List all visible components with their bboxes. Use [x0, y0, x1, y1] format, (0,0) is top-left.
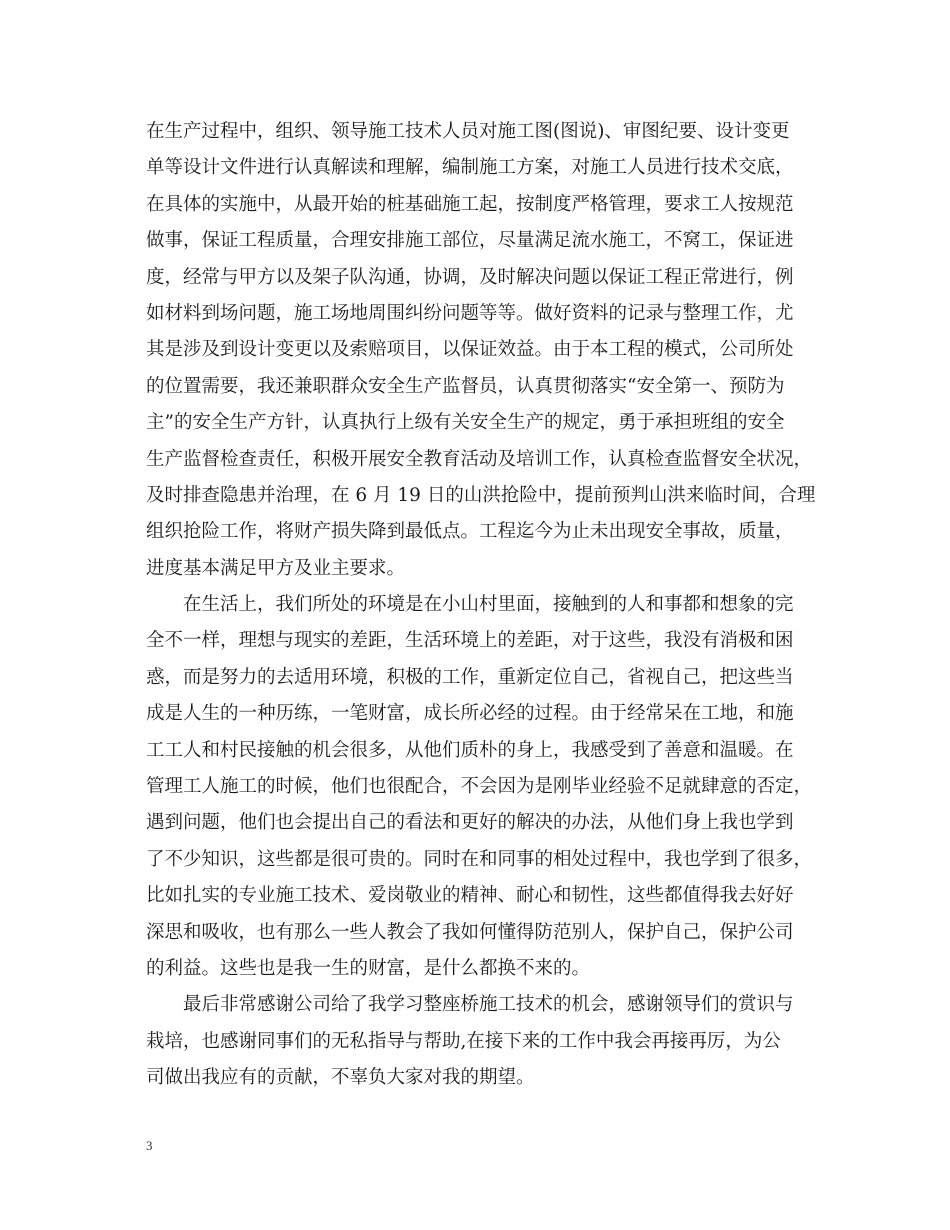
text-line: 其是涉及到设计变更以及索赔项目，以保证效益。由于本工程的模式，公司所处	[146, 339, 794, 361]
text-line: 度，经常与甲方以及架子队沟通，协调，及时解决问题以保证工程正常进行，例	[146, 266, 794, 288]
text-line: 成是人生的一种历练，一笔财富，成长所必经的过程。由于经常呆在工地，和施	[146, 703, 794, 725]
text-line: 组织抢险工作，将财产损失降到最低点。工程迄今为止未出现安全事故，质量，	[146, 521, 794, 543]
text-line: 深思和吸收，也有那么一些人教会了我如何懂得防范别人，保护自己，保护公司	[146, 921, 794, 943]
text-line: 如材料到场问题，施工场地周围纠纷问题等等。做好资料的记录与整理工作，尤	[146, 302, 794, 324]
text-line: 单等设计文件进行认真解读和理解，编制施工方案，对施工人员进行技术交底，	[146, 157, 794, 179]
text-line: 在生产过程中，组织、领导施工技术人员对施工图(图说)、审图纪要、设计变更	[146, 121, 790, 142]
text-line: 在生活上，我们所处的环境是在小山村里面，接触到的人和事都和想象的完	[183, 594, 794, 616]
text-line: 比如扎实的专业施工技术、爱岗敬业的精神、耐心和韧性，这些都值得我去好好	[146, 885, 794, 907]
text-line: 栽培，也感谢同事们的无私指导与帮助,在接下来的工作中我会再接再厉，为公	[146, 1030, 781, 1052]
text-line: 进度基本满足甲方及业主要求。	[146, 557, 406, 579]
text-line: 了不少知识，这些都是很可贵的。同时在和同事的相处过程中，我也学到了很多，	[146, 848, 813, 870]
text-line: 做事，保证工程质量，合理安排施工部位，尽量满足流水施工，不窝工，保证进	[146, 230, 794, 252]
text-line: 全不一样，理想与现实的差距，生活环境上的差距，对于这些，我没有消极和困	[146, 630, 794, 652]
text-line: 的利益。这些也是我一生的财富，是什么都换不来的。	[146, 957, 591, 979]
text-line: 的位置需要，我还兼职群众安全生产监督员，认真贯彻落实“安全第一、预防为	[146, 375, 785, 397]
text-line: 遇到问题，他们也会提出自己的看法和更好的解决的办法，从他们身上我也学到	[146, 812, 794, 834]
text-line: 司做出我应有的贡献，不辜负大家对我的期望。	[146, 1067, 535, 1089]
text-line: 主”的安全生产方针，认真执行上级有关安全生产的规定，勇于承担班组的安全	[146, 412, 785, 434]
document-body	[146, 114, 816, 1097]
text-line: 管理工人施工的时候，他们也很配合，不会因为是刚毕业经验不足就肆意的否定，	[146, 776, 813, 798]
text-line: 生产监督检查责任，积极开展安全教育活动及培训工作，认真检查监督安全状况，	[146, 448, 813, 470]
text-line: 及时排查隐患并治理，在 6 月 19 日的山洪抢险中，提前预判山洪来临时间，合理	[146, 484, 816, 506]
text-line: 在具体的实施中，从最开始的桩基础施工起，按制度严格管理，要求工人按规范	[146, 193, 794, 215]
page-number: 3	[146, 1138, 153, 1153]
text-line: 工工人和村民接触的机会很多，从他们质朴的身上，我感受到了善意和温暖。在	[146, 739, 794, 761]
text-line: 最后非常感谢公司给了我学习整座桥施工技术的机会，感谢领导们的赏识与	[183, 994, 794, 1016]
text-line: 惑，而是努力的去适用环境，积极的工作，重新定位自己，省视自己，把这些当	[146, 666, 794, 688]
